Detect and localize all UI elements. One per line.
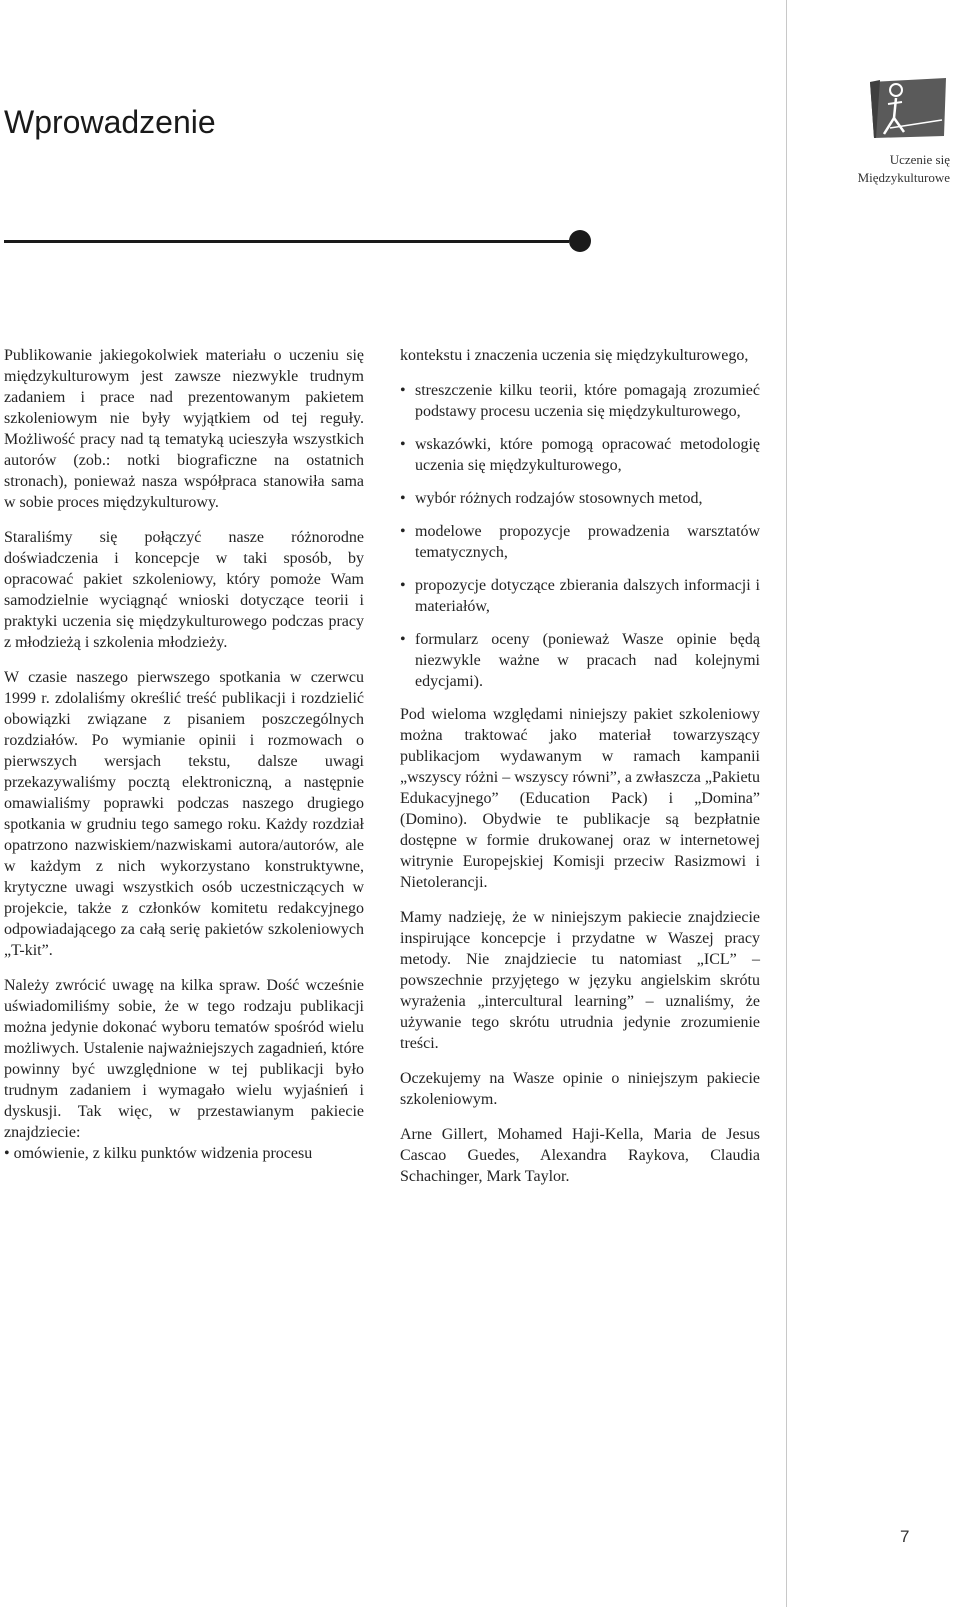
title-rule (4, 240, 569, 243)
left-column (4, 345, 364, 1178)
list-item: • propozycje dotyczące zbierania dalszych informacji i materiałów, (400, 575, 760, 617)
paragraph: Pod wieloma względami niniejszy pakiet szkoleniowy można traktować jako materiał towarzyszący publikacjom wydawanym w ramach kampanii „wszyscy różni – wszyscy równi”, a zwłaszcza „Pakietu Edukacyjnego” (Education Pack) i „Domina” (Domino). Obydwie te publikacje są bezpłatnie dostępne w formie drukowanej oraz w internetowej witrynie Europejskiej Komisji przeciw Rasizmowi i Nietolerancji. (400, 706, 760, 891)
first-bullet: • omówienie, z kilku punktów widzenia procesu (4, 1145, 313, 1162)
right-column (400, 345, 760, 1201)
paragraph: W czasie naszego pierwszego spotkania w czerwcu 1999 r. zdolaliśmy określić treść publikacji i rozdzielić obowiązki związane z pisaniem poszczególnych rozdziałów. Po wymianie opinii i rozmowach o pierwszych wersjach tekstu, dalsze uwagi przekazywaliśmy pocztą elektroniczną, a następnie omawialiśmy poprawki podczas naszego drugiego spotkania w grudniu tego samego roku. Każdy rozdział opatrzono nazwiskiem/nazwiskami autora/autorów, ale w każdym z nich wykorzystano konstruktywne, krytyczne uwagi wszystkich osób uczestniczących w projekcie, także z członków komitetu redakcyjnego odpowiadającego za całą serię pakietów szkoleniowych „T-kit”. (4, 669, 364, 959)
page-title: Wprowadzenie (4, 104, 216, 140)
series-caption (858, 151, 950, 187)
bullet-list (400, 380, 760, 692)
list-item: • modelowe propozycje prowadzenia warsztatów tematycznych, (400, 521, 760, 563)
caption-line-1: Uczenie się (889, 152, 950, 167)
list-item: • formularz oceny (ponieważ Wasze opinie będą niezwykle ważne w pracach nad kolejnymi edycjami). (400, 629, 760, 692)
paragraph: Należy zwrócić uwagę na kilka spraw. Dość wcześnie uświadomiliśmy sobie, że w tego rodzaju publikacji można jedynie dokonać wyboru tematów spośród wielu możliwych. Ustalenie najważniejszych zagadnień, które powinny być uwzględnione w tej publikacji było trudnym zadaniem i wymagało wielu wyjaśnień i dyskusji. Tak więc, w przestawianym pakiecie znajdziecie: (4, 977, 364, 1141)
paragraph: Publikowanie jakiegokolwiek materiału o uczeniu się międzykulturowym jest zawsze niezwykle trudnym zadaniem i prace nad prezentowanym pakietem szkoleniowym nie były wyjątkiem od tej reguły. Możliwość pracy nad tą tematyką ucieszyła wszystkich autorów (zob.: notki biograficzne na ostatnich stronach), ponieważ nasza współpraca stanowiła sama w sobie proces międzykulturowy. (4, 347, 364, 511)
paragraph: Mamy nadzieję, że w niniejszym pakiecie znajdziecie inspirujące koncepcje i przydatne w Waszej pracy metody. Nie znajdziecie tu natomiast „ICL” – powszechnie przyjętego w języku angielskim skrótu wyrażenia „intercultural learning” – uznaliśmy, że używanie tego skrótu utrudnia jedynie zrozumienie treści. (400, 909, 760, 1052)
authors: Arne Gillert, Mohamed Haji-Kella, Maria de Jesus Cascao Guedes, Alexandra Raykova, Claudia Schachinger, Mark Taylor. (400, 1126, 760, 1185)
list-item: • wskazówki, które pomogą opracować metodologię uczenia się międzykulturowego, (400, 434, 760, 476)
bullet-continuation: kontekstu i znaczenia uczenia się międzykulturowego, (400, 347, 749, 364)
t-kit-logo (868, 76, 948, 140)
page-number: 7 (900, 1527, 910, 1546)
caption-line-2: Międzykulturowe (857, 170, 950, 185)
paragraph: Staraliśmy się połączyć nasze różnorodne doświadczenia i koncepcje w taki sposób, by opracować pakiet szkoleniowy, który pomoże Wam samodzielnie wyciągnąć wnioski dotyczące teorii i praktyki uczenia się międzykulturowego podczas pracy z młodzieżą i szkolenia młodzieży. (4, 529, 364, 651)
paragraph: Oczekujemy na Wasze opinie o niniejszym pakiecie szkoleniowym. (400, 1070, 760, 1108)
list-item: • streszczenie kilku teorii, które pomagają zrozumieć podstawy procesu uczenia się międzykulturowego, (400, 380, 760, 422)
list-item: • wybór różnych rodzajów stosownych metod, (400, 488, 760, 509)
title-rule-dot (569, 230, 591, 252)
margin-divider (786, 0, 787, 1607)
